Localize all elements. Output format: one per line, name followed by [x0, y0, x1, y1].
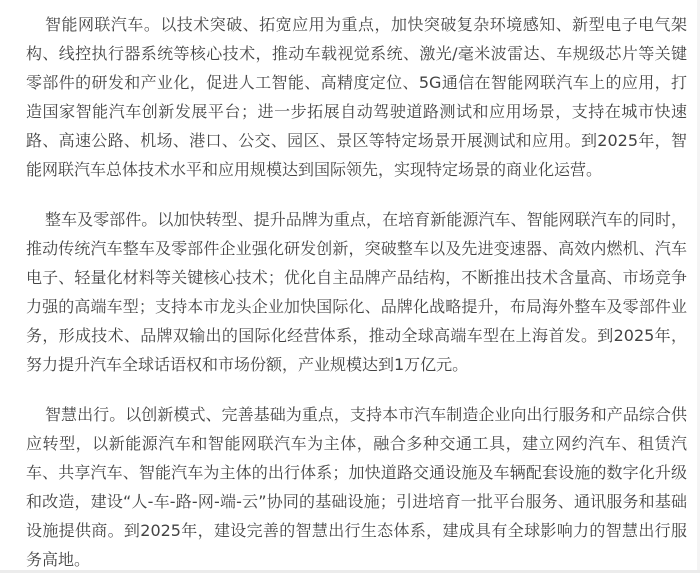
paragraph-intelligent-connected-vehicles: 智能网联汽车。以技术突破、拓宽应用为重点，加快突破复杂环境感知、新型电子电气架构、线控执行器系统等核心技术，推动车载视觉系统、激光/毫米波雷达、车规级芯片等关键零部件的研发和产业化，促进人工智能、高精度定位、5G通信在智能网联汽车上的应用，打造国家智能汽车创新发展平台；进一步拓展自动驾驶道路测试和应用场景，支持在城市快速路、高速公路、机场、港口、公交、园区、景区等特定场景开展测试和应用。到2025年，智能网联汽车总体技术水平和应用规模达到国际领先，实现特定场景的商业化运营。: [26, 15, 687, 179]
paragraph-smart-mobility: 智慧出行。以创新模式、完善基础为重点，支持本市汽车制造企业向出行服务和产品综合供应转型，以新能源汽车和智能网联汽车为主体，融合多种交通工具，建立网约汽车、租赁汽车、共享汽车、智能汽车为主体的出行体系；加快道路交通设施及车辆配套设施的数字化升级和改造，建设“人-车-路-网-端-云”协同的基础设施；引进培育一批平台服务、通讯服务和基础设施提供商。到2025年，建设完善的智慧出行生态体系，建成具有全球影响力的智慧出行服务高地。: [26, 405, 687, 569]
paragraph-vehicles-and-parts: 整车及零部件。以加快转型、提升品牌为重点，在培育新能源汽车、智能网联汽车的同时，推动传统汽车整车及零部件企业强化研发创新，突破整车以及先进变速器、高效内燃机、汽车电子、轻量化材料等关键核心技术；优化自主品牌产品结构，不断推出技术含量高、市场竞争力强的高端车型；支持本市龙头企业加快国际化、品牌化战略提升，布局海外整车及零部件业务，形成技术、品牌双输出的国际化经营体系，推动全球高端车型在上海首发。到2025年，努力提升汽车全球话语权和市场份额，产业规模达到1万亿元。: [26, 210, 687, 374]
